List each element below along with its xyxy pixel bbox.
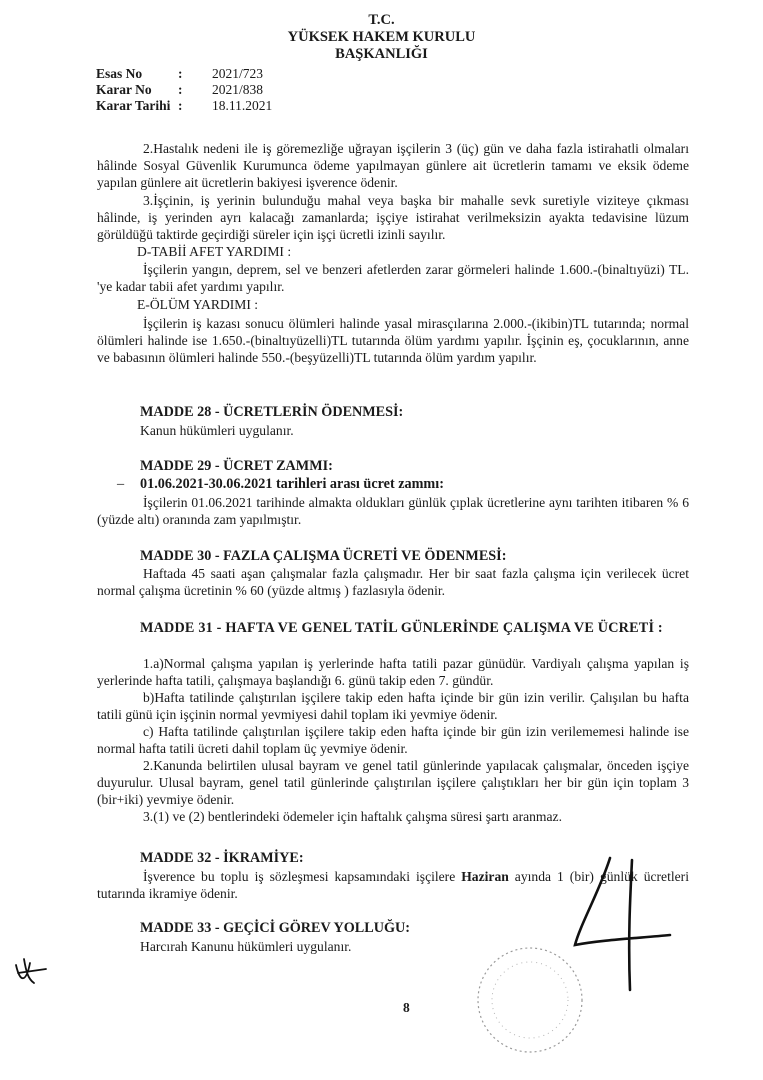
madde-32-text-post: ayında 1 (bir) günlük ücretleri tutarında ikramiye ödenir. bbox=[97, 869, 689, 901]
page-number: 8 bbox=[403, 1000, 410, 1015]
meta-value: 2021/723 bbox=[212, 66, 264, 81]
madde-28-text: Kanun hükümleri uygulanır. bbox=[140, 423, 294, 438]
meta-value: 2021/838 bbox=[212, 82, 264, 97]
section-isci-vizite bbox=[97, 192, 689, 243]
header-presidency: BAŞKANLIĞI bbox=[335, 46, 428, 62]
madde-30-text: Haftada 45 saati aşan çalışmalar fazla çalışmadır. Her bir saat fazla çalışma için verilecek ücret normal çalışma ücretinin % 60 (yüzde altmış ) fazlasıyla ödenir. bbox=[97, 566, 689, 598]
madde-32-text-pre: İşverence bu toplu iş sözleşmesi kapsamındaki işçilere bbox=[143, 869, 462, 884]
meta-key: Karar Tarihi bbox=[96, 98, 171, 113]
madde-29-subtitle: 01.06.2021-30.06.2021 tarihleri arası ücret zammı: bbox=[140, 476, 444, 492]
madde-33-text: Harcırah Kanunu hükümleri uygulanır. bbox=[140, 939, 352, 954]
header-tc: T.C. bbox=[368, 12, 395, 28]
madde-29-title: MADDE 29 - ÜCRET ZAMMI: bbox=[140, 458, 333, 474]
madde-29-text: İşçilerin 01.06.2021 tarihinde almakta oldukları günlük çıplak ücretlerine aynı tarihten itibaren % 6 (yüzde altı) oranında zam yapılmıştır. bbox=[97, 495, 689, 527]
meta-key: Karar No bbox=[96, 82, 152, 97]
madde-32-month: Haziran bbox=[461, 869, 509, 884]
madde-30-title: MADDE 30 - FAZLA ÇALIŞMA ÜCRETİ VE ÖDENMESİ: bbox=[140, 548, 507, 564]
section-olum bbox=[97, 296, 689, 366]
madde-31-p3: c) Hafta tatilinde çalıştırılan işçilere takip eden hafta içinde bir gün izin verilememesi halinde ise normal hafta tatili ücreti dahil toplam üç yevmiye ödenir. bbox=[97, 724, 689, 756]
initials-signature bbox=[12, 955, 52, 987]
madde-28-title: MADDE 28 - ÜCRETLERİN ÖDENMESİ: bbox=[140, 404, 404, 420]
section-madde-30 bbox=[97, 565, 689, 599]
madde-31-p5: 3.(1) ve (2) bentlerindeki ödemeler için haftalık çalışma süresi şartı aranmaz. bbox=[143, 809, 562, 824]
madde-31-title: MADDE 31 - HAFTA VE GENEL TATİL GÜNLERİNDE ÇALIŞMA VE ÜCRETİ : bbox=[140, 620, 663, 636]
meta-colon: : bbox=[178, 82, 183, 97]
section-madde-31 bbox=[97, 655, 689, 825]
header-institution: YÜKSEK HAKEM KURULU bbox=[287, 29, 476, 45]
meta-row-tarih bbox=[96, 98, 272, 114]
meta-row-karar bbox=[96, 82, 272, 98]
afet-text: İşçilerin yangın, deprem, sel ve benzeri afetlerden zarar görmeleri halinde 1.600.-(binaltıyüzi) TL. 'ye kadar tabii afet yardımı yapılır. bbox=[97, 262, 689, 294]
olum-text: İşçilerin iş kazası sonucu ölümleri halinde yasal mirasçılarına 2.000.-(ikibin)TL tutarında; normal ölümleri halinde ise 1.650.-(binaltıyüzelli)TL tutarında ölüm yardımı yapılır. İşçinin eş, çocuklarının, anne ve babasının ölümleri halinde 550.-(beşyüzelli)TL tutarında ölüm yardım yapılır. bbox=[97, 316, 689, 365]
olum-title: E-ÖLÜM YARDIMI : bbox=[137, 297, 259, 312]
meta-colon: : bbox=[178, 66, 183, 81]
meta-value: 18.11.2021 bbox=[212, 98, 273, 113]
paragraph-isci-vizite: 3.İşçinin, iş yerinin bulunduğu mahal veya başka bir mahalle sevk suretiyle viziteye çıkması hâlinde, iş yerinden ayrı kalacağı zamanlarda; işçiye istirahat verilmeksizin ayakta tedavisine lüzum görüldüğü taktirde geçirdiği süreler için işçi ücretli izinli sayılır. bbox=[97, 193, 689, 242]
madde-31-p1: 1.a)Normal çalışma yapılan iş yerlerinde hafta tatili pazar günüdür. Vardiyalı çalışma yapılan iş yerlerinde hafta tatili, çalışmaya başlandığı 6. günü takip eden 7. gündür. bbox=[97, 656, 689, 688]
meta-row-esas bbox=[96, 66, 272, 82]
afet-title: D-TABİİ AFET YARDIMI : bbox=[137, 244, 292, 259]
madde-33-title: MADDE 33 - GEÇİCİ GÖREV YOLLUĞU: bbox=[140, 920, 410, 936]
section-madde-29 bbox=[97, 494, 689, 528]
madde-32-title: MADDE 32 - İKRAMİYE: bbox=[140, 850, 304, 866]
meta-key: Esas No bbox=[96, 66, 143, 81]
section-afet bbox=[97, 243, 689, 295]
madde-31-p2: b)Hafta tatilinde çalıştırılan işçilere takip eden hafta içinde bir gün izin verilir. Çalışılan bu hafta tatili günü için işçinin normal yevmiyesi dahil toplam iki yevmiye ödenir. bbox=[97, 690, 689, 722]
madde-31-p4: 2.Kanunda belirtilen ulusal bayram ve genel tatil günlerinde yapılacak çalışmalar, önceden işçiye duyurulur. Ulusal bayram, genel tatil günlerinde çalıştırılan işçilere çalıştıkları her bir gün için toplam 3 (bir+iki) yevmiye ödenir. bbox=[97, 758, 689, 807]
section-hastalik bbox=[97, 140, 689, 191]
meta-colon: : bbox=[178, 98, 183, 113]
bullet-dash: – bbox=[117, 476, 125, 492]
paragraph-hastalik: 2.Hastalık nedeni ile iş göremezliğe uğrayan işçilerin 3 (üç) gün ve daha fazla istirahatli olmaları hâlinde Sosyal Güvenlik Kurumunca ödeme yapılmayan günlere ait ücretlerin tamamı ve eksik ödeme yapılan günlere ait ücretlerin bakiyesi işverence ödenir. bbox=[97, 141, 689, 190]
stamp-seal bbox=[470, 940, 590, 1060]
case-meta bbox=[96, 66, 272, 114]
